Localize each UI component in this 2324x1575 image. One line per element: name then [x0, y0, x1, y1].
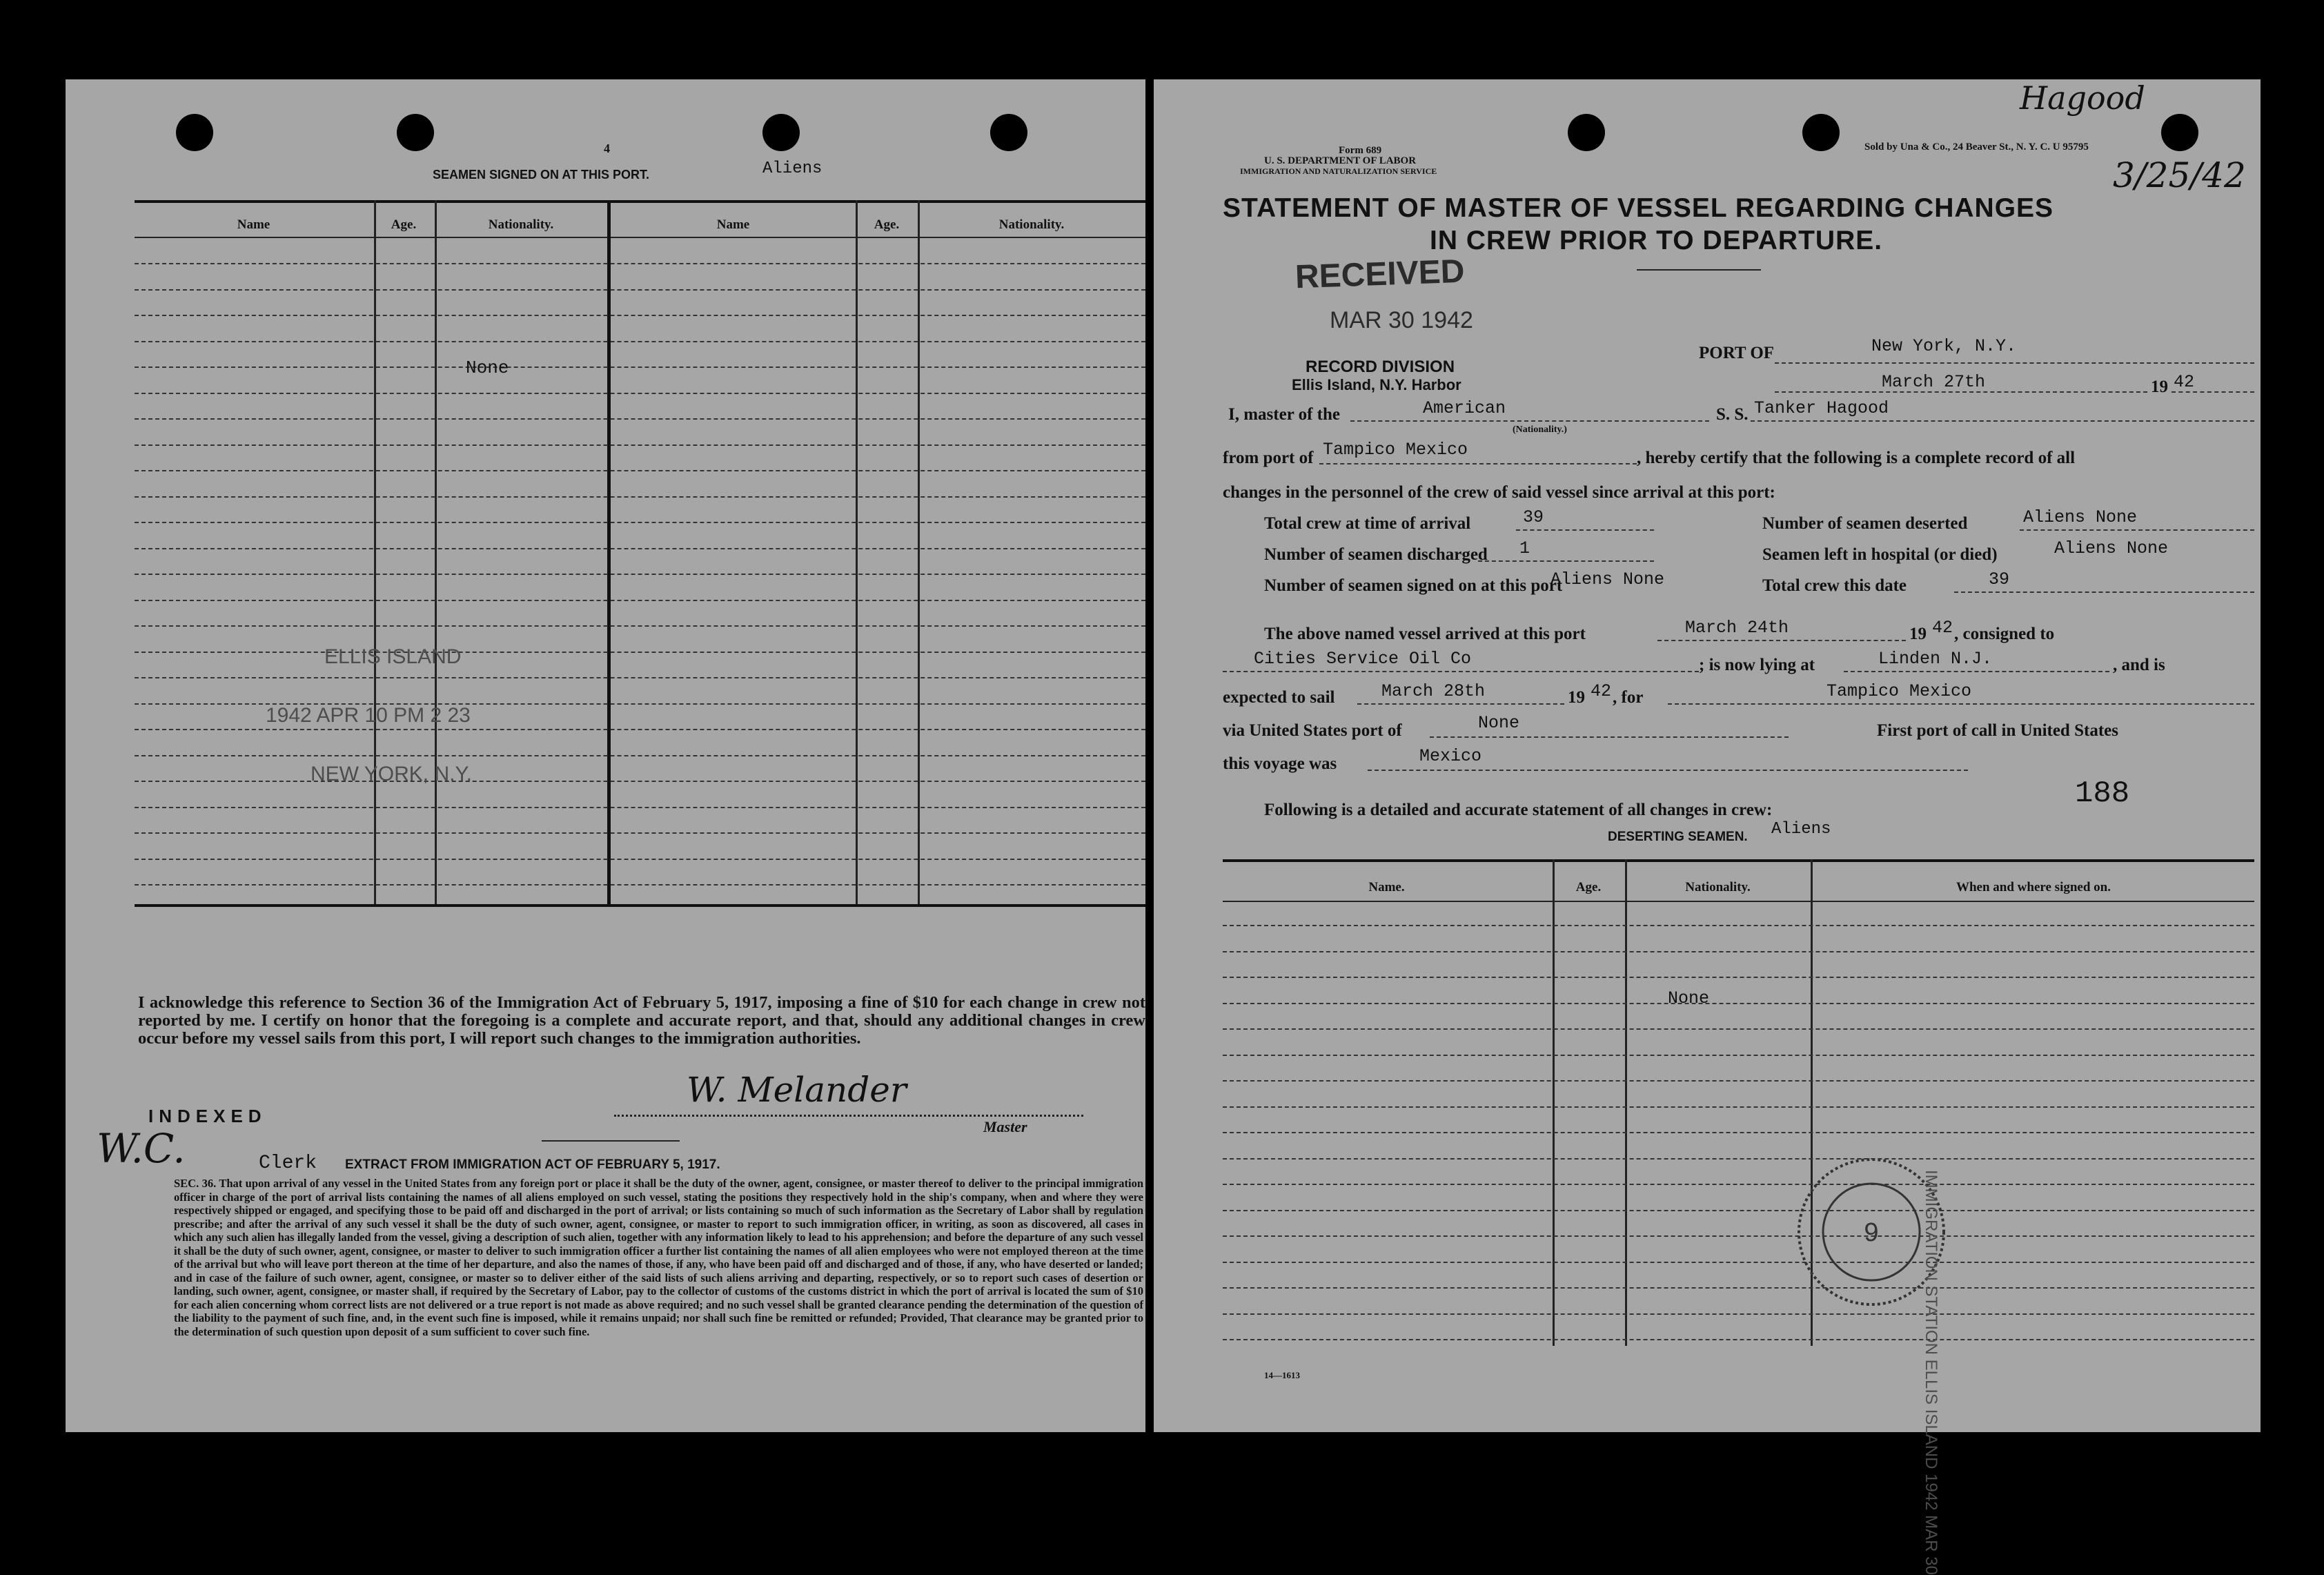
deserting-label: DESERTING SEAMEN. — [1608, 830, 1748, 844]
total-crew-date-line — [1954, 591, 2254, 593]
table-row-rule — [1223, 1055, 2254, 1056]
table-row-rule — [1223, 1313, 2254, 1315]
deserted-line — [2020, 529, 2254, 531]
discharged-value: 1 — [1519, 538, 1530, 558]
from-port-label: from port of — [1223, 449, 1314, 467]
total-crew-date-value: 39 — [1989, 569, 2010, 589]
table-row-rule — [135, 625, 1145, 627]
table-row-rule — [135, 652, 1145, 653]
form-number: Form 689 — [1339, 145, 1382, 156]
arrived-label: The above named vessel arrived at this port — [1264, 625, 1586, 643]
table-row-rule — [1223, 1184, 2254, 1185]
table-row-rule — [135, 496, 1145, 498]
arrived-year-prefix: 19 — [1909, 625, 1927, 643]
via-label: via United States port of — [1223, 721, 1402, 740]
hospital-value: Aliens None — [2054, 538, 2169, 558]
deserting-col-nationality: Nationality. — [1685, 880, 1751, 894]
col-header-name: Name — [237, 217, 270, 232]
deserting-col-age: Age. — [1575, 880, 1602, 894]
acknowledgement-text: I acknowledge this reference to Section 36 of the Immigration Act of February 5, 1917, imposing a fine of $10 for each change in crew not reported by me. I certify on honor that the foregoing is a complete and accurate report, and that, should any additional changes in crew occur before my vessel sails from this port, I will report such changes to the immigration authorities. — [138, 993, 1145, 1048]
clerk-label: Clerk — [259, 1153, 317, 1174]
deserting-header-rule — [1223, 901, 2254, 902]
destination-value: Tampico Mexico — [1826, 681, 1972, 701]
discharged-line — [1478, 560, 1654, 562]
table-row-rule — [135, 600, 1145, 601]
signature-line — [614, 1115, 1083, 1117]
master-label: Master — [983, 1118, 1027, 1135]
ss-label: S. S. — [1716, 405, 1749, 424]
destination-line — [1668, 703, 2254, 705]
table-row-rule — [1223, 1287, 2254, 1289]
consignee-line — [1223, 671, 1699, 672]
punch-hole — [1568, 114, 1605, 151]
extract-title: EXTRACT FROM IMMIGRATION ACT OF FEBRUARY 5, 1917. — [345, 1157, 720, 1172]
table-row-rule — [1223, 1132, 2254, 1133]
col-header-age: Age. — [391, 217, 417, 232]
table-row-rule — [135, 418, 1145, 420]
first-port-label: First port of call in United States — [1877, 721, 2118, 740]
punch-hole — [176, 114, 213, 151]
table-row-rule — [1223, 1080, 2254, 1082]
lying-at-value: Linden N.J. — [1878, 649, 1993, 669]
column-rule — [918, 200, 920, 904]
column-rule — [435, 200, 437, 904]
service-name: IMMIGRATION AND NATURALIZATION SERVICE — [1240, 166, 1437, 176]
via-value: None — [1478, 713, 1520, 733]
ellis-island-stamp-line1: ELLIS ISLAND — [324, 645, 462, 668]
signed-on-label: Number of seamen signed on at this port — [1264, 576, 1563, 595]
via-line — [1430, 736, 1789, 738]
signed-on-value: Aliens None — [1550, 569, 1665, 589]
serial-number: 188 — [2075, 776, 2130, 811]
certify-text: , hereby certify that the following is a complete record of all — [1637, 449, 2076, 467]
lying-at-line — [1844, 671, 2109, 672]
table-row-rule — [1223, 1262, 2254, 1263]
page-number: 4 — [604, 141, 610, 155]
arrived-date-line — [1657, 640, 1906, 641]
arrived-date-value: March 24th — [1685, 618, 1789, 638]
column-rule — [1625, 859, 1627, 1346]
column-rule — [374, 200, 376, 904]
form-title-line1: STATEMENT OF MASTER OF VESSEL REGARDING CHANGES — [1223, 193, 2054, 223]
this-voyage-label: this voyage was — [1223, 754, 1337, 773]
hospital-label: Seamen left in hospital (or died) — [1762, 545, 1998, 564]
received-stamp-place: Ellis Island, N.Y. Harbor — [1292, 376, 1461, 393]
received-stamp-date: MAR 30 1942 — [1330, 307, 1473, 333]
nationality-caption: (Nationality.) — [1513, 424, 1567, 435]
table-row-rule — [135, 522, 1145, 523]
left-page — [66, 79, 1145, 1432]
table-row-rule — [1223, 1210, 2254, 1211]
table-row-rule — [135, 315, 1145, 316]
ellis-island-stamp-line3: NEW YORK, N.Y. — [311, 763, 472, 785]
changes-text: changes in the personnel of the crew of said vessel since arrival at this port: — [1223, 483, 1775, 502]
table-row-rule — [135, 884, 1145, 886]
table-row-rule — [135, 859, 1145, 860]
table-row-rule — [135, 393, 1145, 394]
consigned-label: , consigned to — [1954, 625, 2055, 643]
table-row-rule — [1223, 1028, 2254, 1030]
deserting-entry: None — [1668, 988, 1710, 1008]
section-note: Aliens — [762, 159, 823, 178]
table-row-rule — [1223, 951, 2254, 952]
table-top-rule — [135, 200, 1145, 203]
sail-date-line — [1357, 703, 1564, 705]
sail-year-prefix: 19 — [1568, 688, 1585, 707]
table-row-rule — [1223, 977, 2254, 978]
port-value: New York, N.Y. — [1871, 336, 2017, 356]
table-row-rule — [1223, 1158, 2254, 1160]
port-line — [1775, 362, 2254, 364]
immigration-station-seal-text: IMMIGRATION STATION ELLIS ISLAND 1942 MAR 30 — [1922, 1170, 1940, 1575]
clerk-initials: W.C. — [97, 1125, 186, 1172]
table-row-rule — [1223, 925, 2254, 926]
sail-date-value: March 28th — [1381, 681, 1486, 701]
received-stamp-division: RECORD DIVISION — [1306, 358, 1455, 376]
form-title-line2: IN CREW PRIOR TO DEPARTURE. — [1430, 226, 1883, 255]
table-row-rule — [135, 781, 1145, 782]
table-row-rule — [135, 677, 1145, 678]
column-rule — [1553, 859, 1555, 1346]
from-port-value: Tampico Mexico — [1323, 440, 1468, 460]
column-rule-center — [607, 200, 611, 904]
right-page — [1154, 79, 2261, 1575]
table-row-rule — [1223, 1235, 2254, 1237]
table-row-rule — [1223, 1339, 2254, 1340]
year-value: 42 — [2174, 372, 2195, 392]
deserting-col-signed-on: When and where signed on. — [1956, 880, 2111, 894]
table-row-rule — [135, 755, 1145, 756]
master-of-label: I, master of the — [1228, 405, 1340, 424]
consignee-value: Cities Service Oil Co — [1254, 649, 1472, 669]
punch-hole — [762, 114, 800, 151]
punch-hole — [990, 114, 1027, 151]
master-signature: W. Melander — [687, 1070, 907, 1110]
deserting-table-top — [1223, 859, 2254, 862]
table-row-rule — [135, 548, 1145, 549]
table-row-rule — [135, 444, 1145, 446]
extract-text: SEC. 36. That upon arrival of any vessel in the United States from any foreign port or place it shall be the duty of the owner, agent, consignee, or master thereof to deliver to the principal immigration officer in charge of the port of arrival lists containing the names of all aliens employed on such vessel, stating the positions they respectively hold in the ship's company, when and where they were respectively shipped or engaged, and specifying those to be paid off and discharged in the port of arrival; or lists containing so much of such information as the Secretary of Labor shall by regulation prescribe; and after the arrival of any such vessel it shall be the duty of such owner, agent, consignee, or master to report to such immigration officer, in writing, as soon as discovered, all cases in which any such alien has illegally landed from the vessel, giving a description of such alien, together with any information likely to lead to his apprehension; and before the departure of any such vessel it shall be the duty of such owner, agent, consignee, or master to deliver to such immigration officer a further list containing the names of all alien employees who were not employed thereon at the time of the arrival but who will leave port thereon at the time of her departure, and also the names of those, if any, who have been paid off and discharged and of those, if any, who have deserted or landed; and in case of the failure of such owner, agent, consignee, or master so to deliver either of the said lists of such aliens arriving and departing, respectively, or so to report such cases of desertion or landing, such owner, agent, consignee, or master shall, if required by the Secretary of Labor, pay to the collector of customs of the customs district in which the port of arrival is located the sum of $10 for each alien concerning whom correct lists are not delivered or a true report is not made as above required; and no such vessel shall be granted clearance pending the determination of the question of the liability to the payment of such fine, and, in the event such fine is imposed, while it remains unpaid; nor shall such fine be remitted or refunded; Provided, That clearance may be granted prior to the determination of such question upon deposit of a sum sufficient to cover such fine. — [174, 1177, 1143, 1338]
table-row-rule — [135, 263, 1145, 264]
first-port-line — [1368, 770, 1968, 771]
section-title: SEAMEN SIGNED ON AT THIS PORT. — [433, 168, 650, 182]
total-crew-arrival-line — [1516, 529, 1654, 531]
lying-at-label: ; is now lying at — [1699, 656, 1815, 674]
column-rule — [856, 200, 858, 904]
vessel-value: Tanker Hagood — [1754, 398, 1889, 418]
year-prefix: 19 — [2151, 378, 2168, 396]
ellis-island-stamp-line2: 1942 APR 10 PM 2 23 — [266, 704, 471, 727]
handwritten-date: 3/25/42 — [2113, 155, 2246, 195]
nationality-value: American — [1423, 398, 1506, 418]
table-row-rule — [135, 807, 1145, 808]
table-row-rule — [135, 832, 1145, 834]
col-header-name-2: Name — [716, 217, 750, 232]
year-line — [2172, 391, 2254, 393]
title-underline — [1637, 269, 1761, 271]
punch-hole — [2161, 114, 2198, 151]
total-crew-arrival-value: 39 — [1523, 507, 1544, 527]
following-label: Following is a detailed and accurate statement of all changes in crew: — [1264, 801, 1773, 819]
table-row-rule — [135, 341, 1145, 342]
punch-hole — [397, 114, 434, 151]
department: U. S. DEPARTMENT OF LABOR — [1264, 155, 1417, 166]
punch-hole — [1802, 114, 1840, 151]
col-header-age-2: Age. — [874, 217, 900, 232]
deserting-note: Aliens — [1771, 820, 1831, 839]
and-is-label: , and is — [2113, 656, 2165, 674]
deserting-col-name: Name. — [1368, 880, 1405, 894]
separator-rule — [542, 1140, 680, 1142]
table-bottom-rule — [135, 904, 1145, 907]
col-header-nationality-2: Nationality. — [998, 217, 1065, 232]
discharged-label: Number of seamen discharged — [1264, 545, 1488, 564]
svg-text:9: 9 — [1864, 1218, 1879, 1247]
table-row-rule — [1223, 1106, 2254, 1108]
first-port-value: Mexico — [1419, 746, 1482, 766]
for-label: , for — [1613, 688, 1644, 707]
handwritten-name: Hagood — [2020, 79, 2145, 117]
received-stamp-title: RECEIVED — [1294, 253, 1466, 296]
vessel-line — [1751, 420, 2254, 422]
table-row-rule — [1223, 1003, 2254, 1004]
header-rule — [135, 237, 1145, 238]
table-row-rule — [135, 729, 1145, 730]
printer-line: Sold by Una & Co., 24 Beaver St., N. Y. C. U 95795 — [1864, 141, 2089, 153]
date-value: March 27th — [1882, 372, 1986, 392]
table-row-rule — [135, 470, 1145, 471]
arrived-year-value: 42 — [1932, 618, 1953, 638]
table-row-rule — [135, 574, 1145, 575]
deserted-label: Number of seamen deserted — [1762, 514, 1968, 533]
table-row-rule — [135, 289, 1145, 291]
total-crew-date-label: Total crew this date — [1762, 576, 1907, 595]
indexed-label: INDEXED — [148, 1106, 267, 1126]
footer-code: 14—1613 — [1264, 1370, 1300, 1380]
expected-label: expected to sail — [1223, 688, 1335, 707]
date-line — [1775, 391, 2147, 393]
port-of-label: PORT OF — [1699, 344, 1775, 362]
deserted-value: Aliens None — [2023, 507, 2138, 527]
sail-year-value: 42 — [1591, 681, 1612, 701]
nationality-line — [1350, 420, 1709, 422]
total-crew-arrival-label: Total crew at time of arrival — [1264, 514, 1471, 533]
col-header-nationality: Nationality. — [488, 217, 554, 232]
from-port-line — [1319, 463, 1637, 464]
table-row-rule — [135, 366, 1145, 368]
entry-none: None — [466, 358, 509, 378]
